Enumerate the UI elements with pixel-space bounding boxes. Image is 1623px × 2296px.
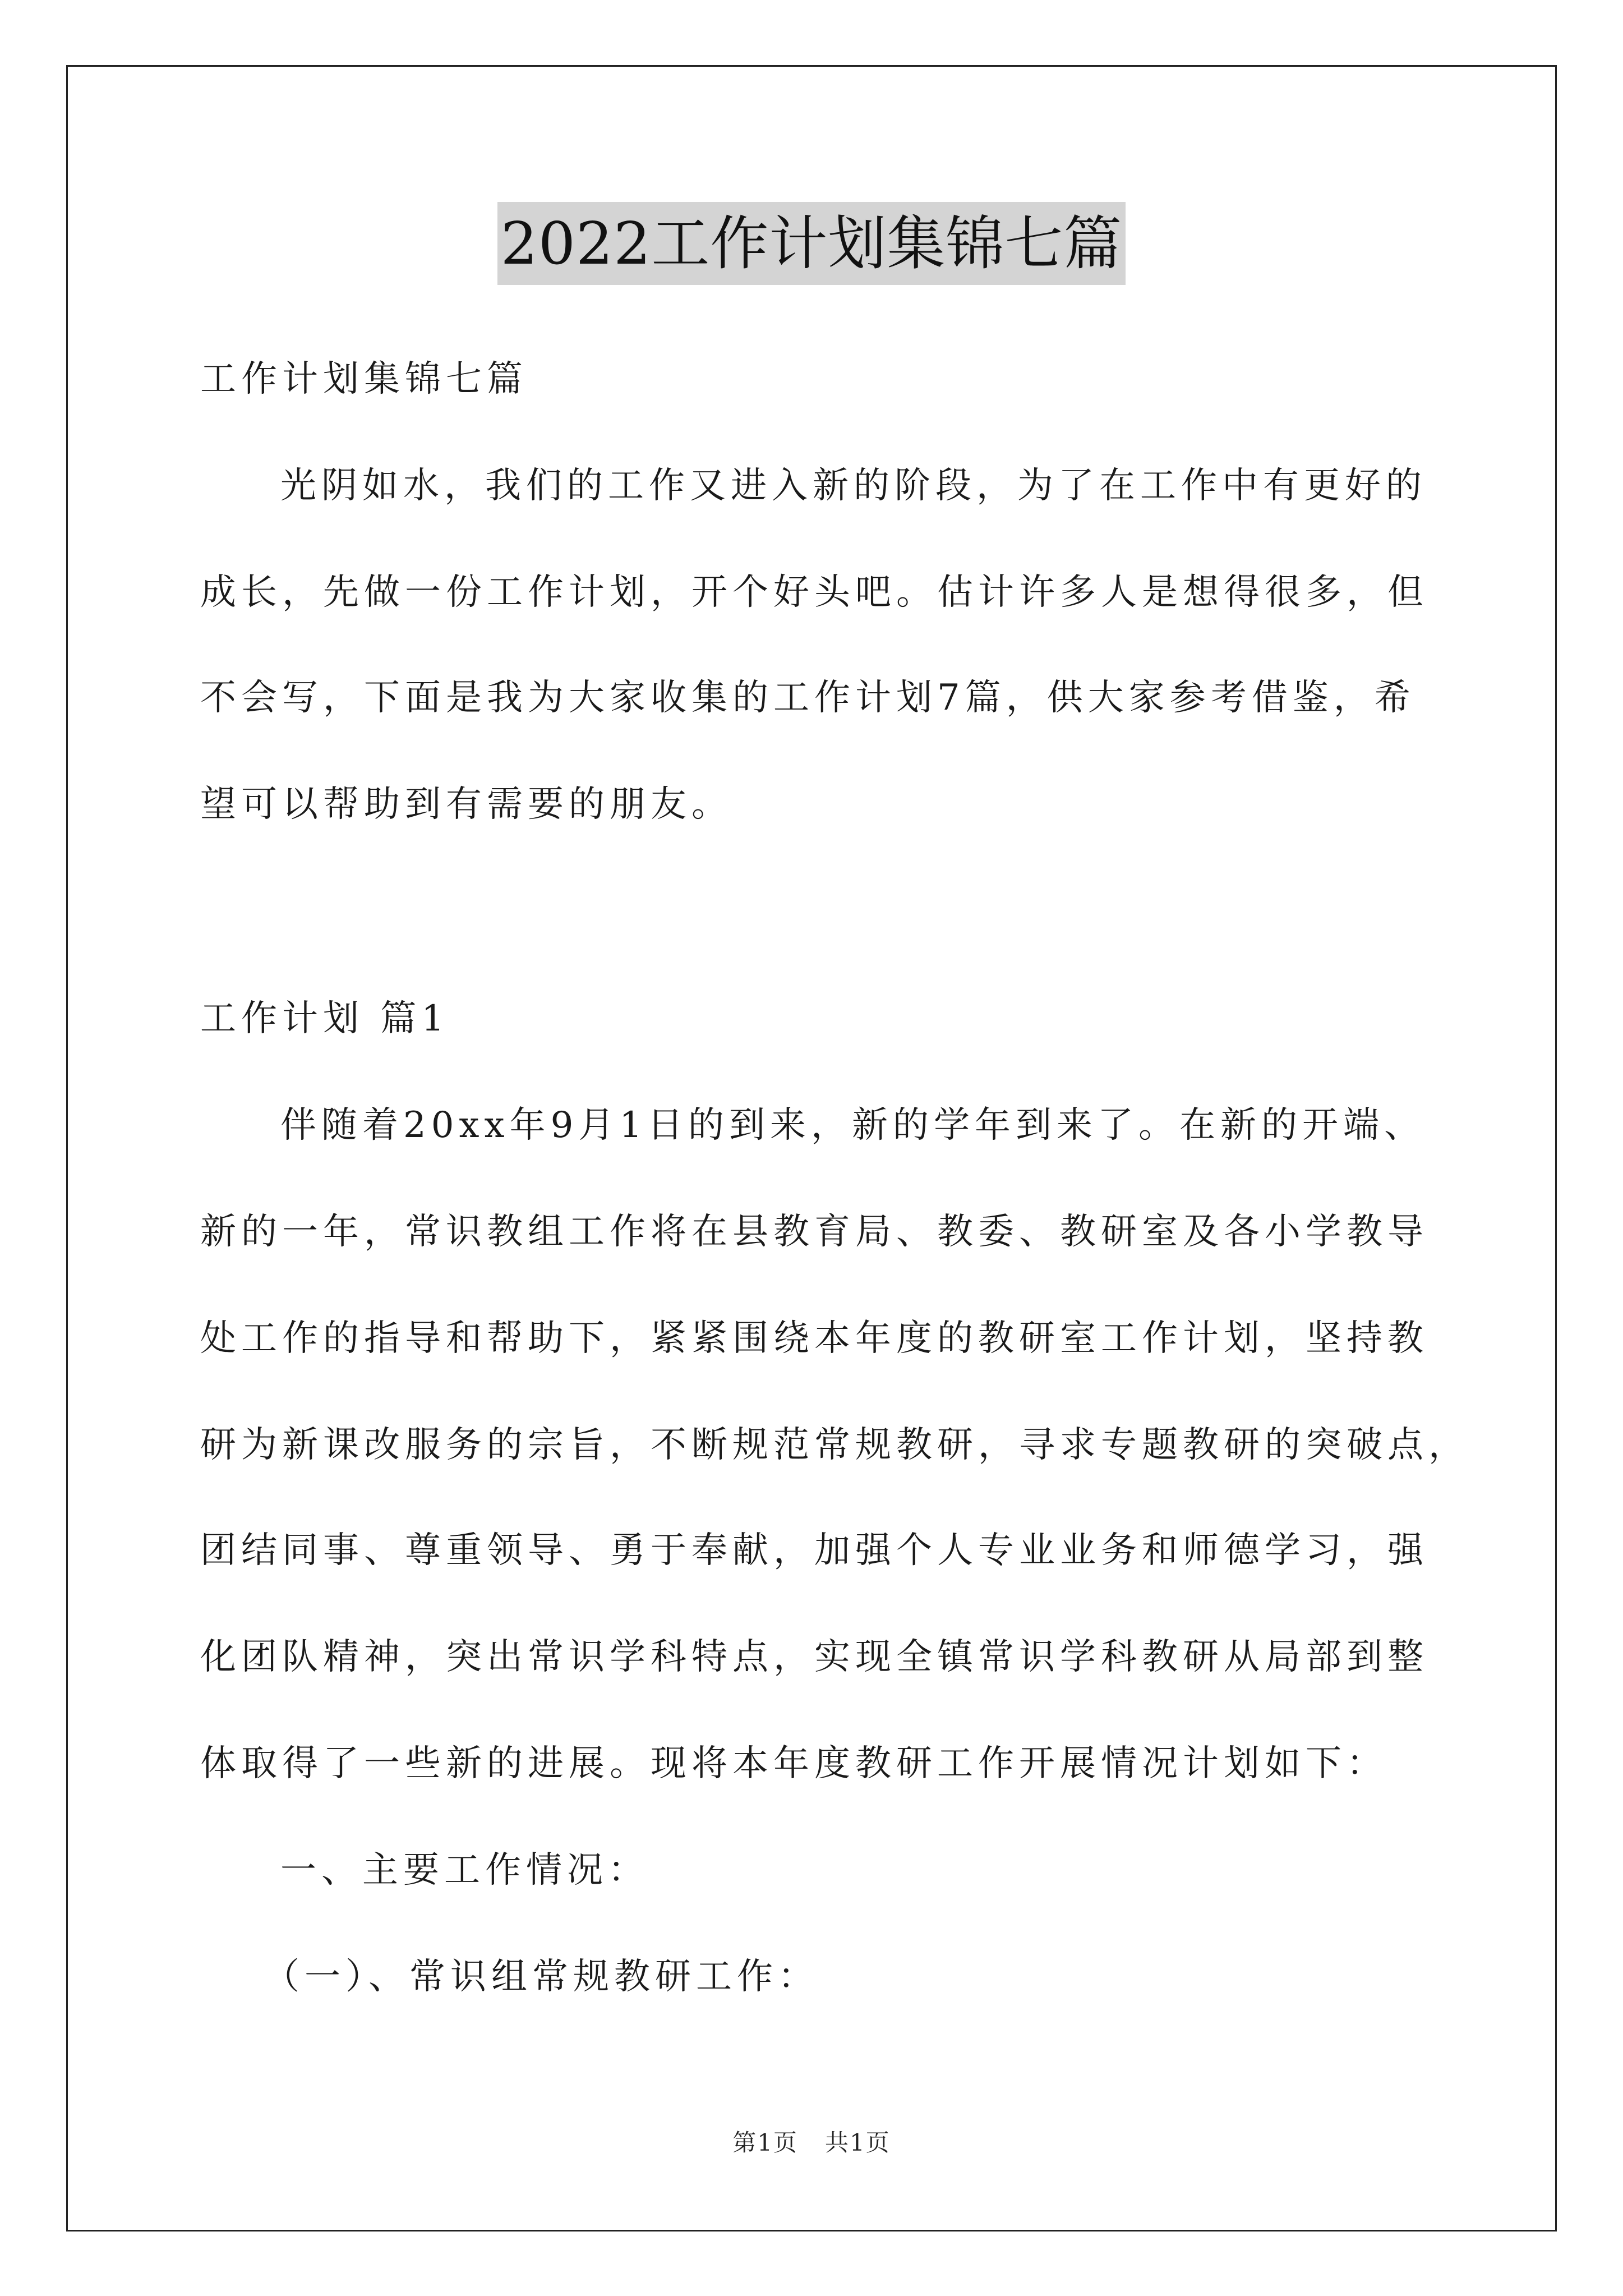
intro-line-4: 望可以帮助到有需要的朋友。 bbox=[200, 784, 732, 825]
body-line-5: 团结同事、尊重领导、勇于奉献，加强个人专业业务和师德学习，强 bbox=[200, 1530, 1428, 1571]
item-heading-2: （一）、常识组常规教研工作： bbox=[264, 1956, 819, 1998]
intro-line-3: 不会写，下面是我为大家收集的工作计划7篇，供大家参考借鉴，希 bbox=[200, 677, 1415, 719]
body-line-4: 研为新课改服务的宗旨，不断规范常规教研，寻求专题教研的突破点， bbox=[200, 1424, 1469, 1466]
body-line-7: 体取得了一些新的进展。现将本年度教研工作开展情况计划如下： bbox=[200, 1743, 1387, 1784]
intro-line-2: 成长，先做一份工作计划，开个好头吧。估计许多人是想得很多，但 bbox=[200, 572, 1428, 613]
page-current: 第1页 bbox=[732, 2129, 798, 2156]
body-line-2: 新的一年，常识教组工作将在县教育局、教委、教研室及各小学教导 bbox=[200, 1211, 1428, 1253]
body-line-6: 化团队精神，突出常识学科特点，实现全镇常识学科教研从局部到整 bbox=[200, 1636, 1428, 1678]
intro-line-1: 光阴如水，我们的工作又进入新的阶段，为了在工作中有更好的 bbox=[280, 465, 1427, 507]
body-line-1: 伴随着20xx年9月1日的到来，新的学年到来了。在新的开端、 bbox=[280, 1105, 1426, 1146]
section-heading: 工作计划 篇1 bbox=[200, 998, 450, 1039]
item-heading-1: 一、主要工作情况： bbox=[280, 1849, 649, 1891]
document-subtitle: 工作计划集锦七篇 bbox=[200, 358, 528, 400]
body-line-3: 处工作的指导和帮助下，紧紧围绕本年度的教研室工作计划，坚持教 bbox=[200, 1318, 1428, 1359]
document-title: 2022工作计划集锦七篇 bbox=[497, 202, 1126, 285]
page-total: 共1页 bbox=[825, 2129, 891, 2156]
page-footer bbox=[0, 2129, 1623, 2157]
title-container bbox=[0, 202, 1623, 285]
